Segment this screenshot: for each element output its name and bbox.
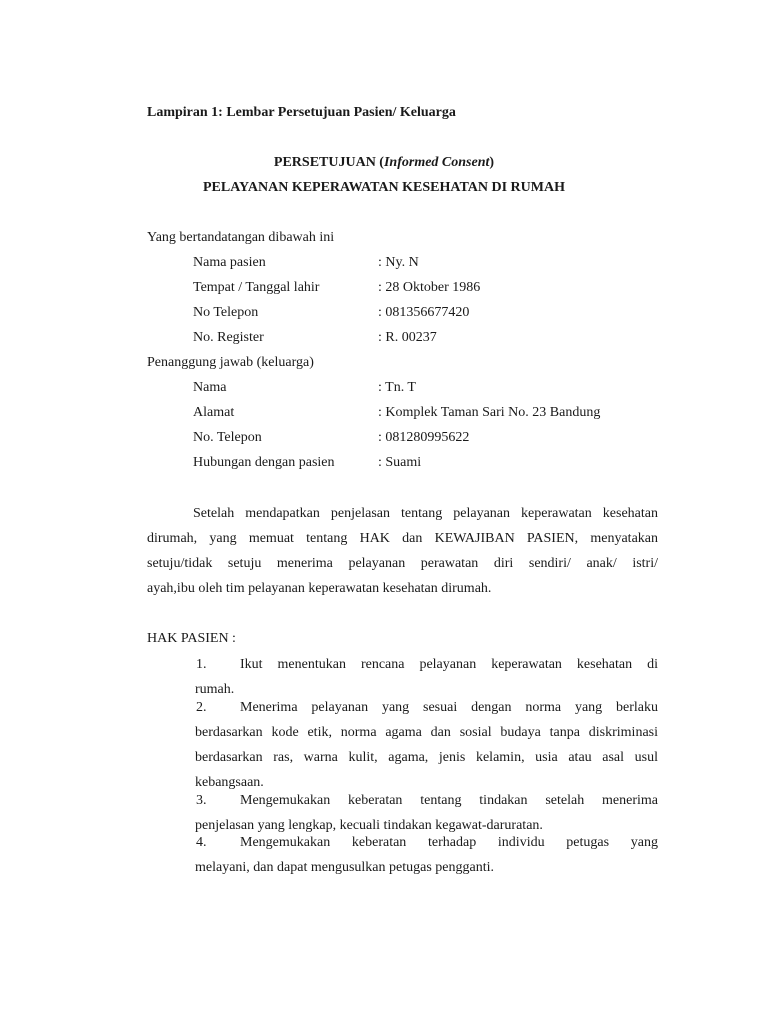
field-value: : R. 00237 [378, 330, 437, 345]
attachment-heading: Lampiran 1: Lembar Persetujuan Pasien/ Keluarga [147, 105, 456, 120]
list-item-text: Ikut menentukan rencana pelayanan keperawatan kesehatan di [240, 657, 658, 672]
statement-line: dirumah, yang memuat tentang HAK dan KEWAJIBAN PASIEN, menyatakan [147, 531, 658, 546]
field-label: No Telepon [193, 305, 259, 320]
field-value: : Ny. N [378, 255, 419, 270]
list-item-text: berdasarkan ras, warna kulit, agama, jenis kelamin, usia atau asal usul [195, 750, 658, 765]
field-label: No. Telepon [193, 430, 262, 445]
field-label: No. Register [193, 330, 264, 345]
list-number: 1. [196, 657, 207, 672]
list-item-text: melayani, dan dapat mengusulkan petugas pengganti. [195, 860, 494, 875]
title-prefix: PERSETUJUAN ( [273, 155, 384, 170]
list-number: 2. [196, 700, 207, 715]
field-label: Nama pasien [193, 255, 266, 270]
patient-intro: Yang bertandatangan dibawah ini [147, 230, 335, 245]
title-suffix: ) [489, 155, 495, 170]
field-value: : Komplek Taman Sari No. 23 Bandung [378, 405, 601, 420]
statement-line: Setelah mendapatkan penjelasan tentang pelayanan keperawatan kesehatan [193, 506, 658, 521]
list-number: 4. [196, 835, 207, 850]
list-item-text: Menerima pelayanan yang sesuai dengan norma yang berlaku [240, 700, 658, 715]
rights-heading: HAK PASIEN : [147, 631, 236, 646]
field-label: Nama [193, 380, 227, 395]
guardian-intro: Penanggung jawab (keluarga) [147, 355, 314, 370]
document-title [0, 154, 768, 172]
field-label: Alamat [193, 405, 235, 420]
title-italic: Informed Consent [383, 155, 490, 170]
document-subtitle: PELAYANAN KEPERAWATAN KESEHATAN DI RUMAH [203, 180, 565, 195]
list-item-text: kebangsaan. [195, 775, 264, 790]
field-value: : Suami [378, 455, 422, 470]
field-label: Tempat / Tanggal lahir [193, 280, 320, 295]
list-item-text: rumah. [195, 682, 235, 697]
list-item-text: Mengemukakan keberatan terhadap individu petugas yang [240, 835, 658, 850]
list-item-text: penjelasan yang lengkap, kecuali tindakan kegawat-daruratan. [195, 818, 543, 833]
list-item-text: berdasarkan kode etik, norma agama dan sosial budaya tanpa diskriminasi [195, 725, 658, 740]
field-value: : Tn. T [378, 380, 416, 395]
list-number: 3. [196, 793, 207, 808]
field-value: : 28 Oktober 1986 [378, 280, 481, 295]
statement-line: setuju/tidak setuju menerima pelayanan perawatan diri sendiri/ anak/ istri/ [147, 556, 658, 571]
statement-line: ayah,ibu oleh tim pelayanan keperawatan kesehatan dirumah. [147, 581, 492, 596]
field-value: : 081356677420 [378, 305, 470, 320]
field-value: : 081280995622 [378, 430, 470, 445]
list-item-text: Mengemukakan keberatan tentang tindakan setelah menerima [240, 793, 658, 808]
field-label: Hubungan dengan pasien [193, 455, 335, 470]
